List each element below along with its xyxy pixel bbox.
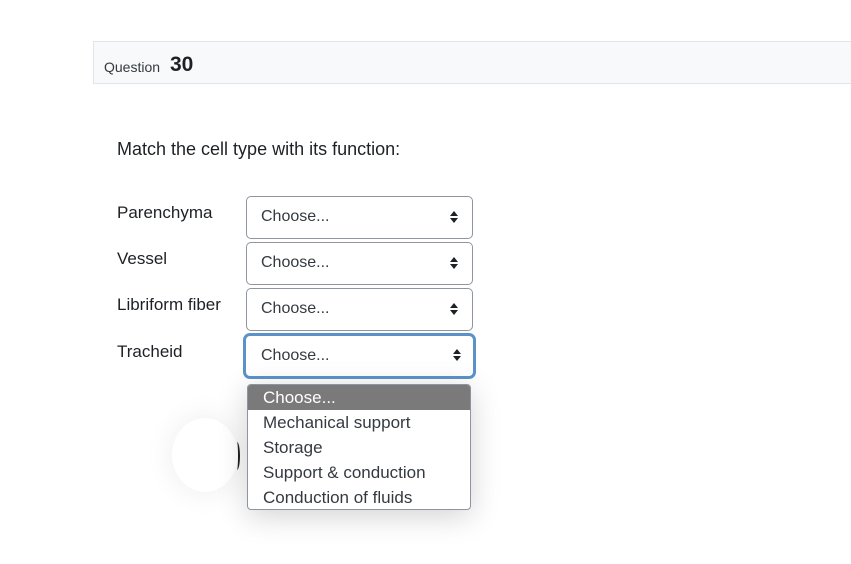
select-parenchyma[interactable] bbox=[246, 196, 473, 239]
dropdown-option-support-conduction[interactable]: Support & conduction bbox=[263, 463, 426, 482]
select-libriform-fiber[interactable] bbox=[246, 288, 473, 331]
up-down-arrow-icon bbox=[450, 302, 458, 316]
row-label-vessel: Vessel bbox=[117, 249, 168, 268]
select-value: Choose... bbox=[261, 347, 330, 364]
row-label-libriform-fiber: Libriform fiber bbox=[117, 295, 221, 314]
dropdown-option-choose[interactable]: Choose... bbox=[248, 385, 470, 410]
question-prefix: Question bbox=[104, 59, 161, 75]
select-value: Choose... bbox=[261, 300, 330, 317]
decorative-circle-edge bbox=[234, 442, 240, 470]
select-value: Choose... bbox=[261, 254, 330, 271]
row-label-parenchyma: Parenchyma bbox=[117, 203, 213, 222]
select-value: Choose... bbox=[261, 208, 330, 225]
question-header bbox=[93, 41, 851, 84]
up-down-arrow-icon bbox=[450, 256, 458, 270]
decorative-circle bbox=[172, 418, 238, 492]
dropdown-option-mechanical-support[interactable]: Mechanical support bbox=[263, 413, 411, 432]
dropdown-option-storage[interactable]: Storage bbox=[263, 438, 323, 457]
question-prompt: Match the cell type with its function: bbox=[117, 139, 401, 159]
select-tracheid[interactable] bbox=[243, 333, 476, 379]
select-vessel[interactable] bbox=[246, 242, 473, 285]
row-label-tracheid: Tracheid bbox=[117, 342, 183, 361]
up-down-arrow-icon bbox=[453, 348, 461, 362]
dropdown-list bbox=[247, 384, 471, 510]
up-down-arrow-icon bbox=[450, 210, 458, 224]
dropdown-option-conduction-of-fluids[interactable]: Conduction of fluids bbox=[263, 488, 413, 507]
question-number: 30 bbox=[170, 53, 194, 76]
